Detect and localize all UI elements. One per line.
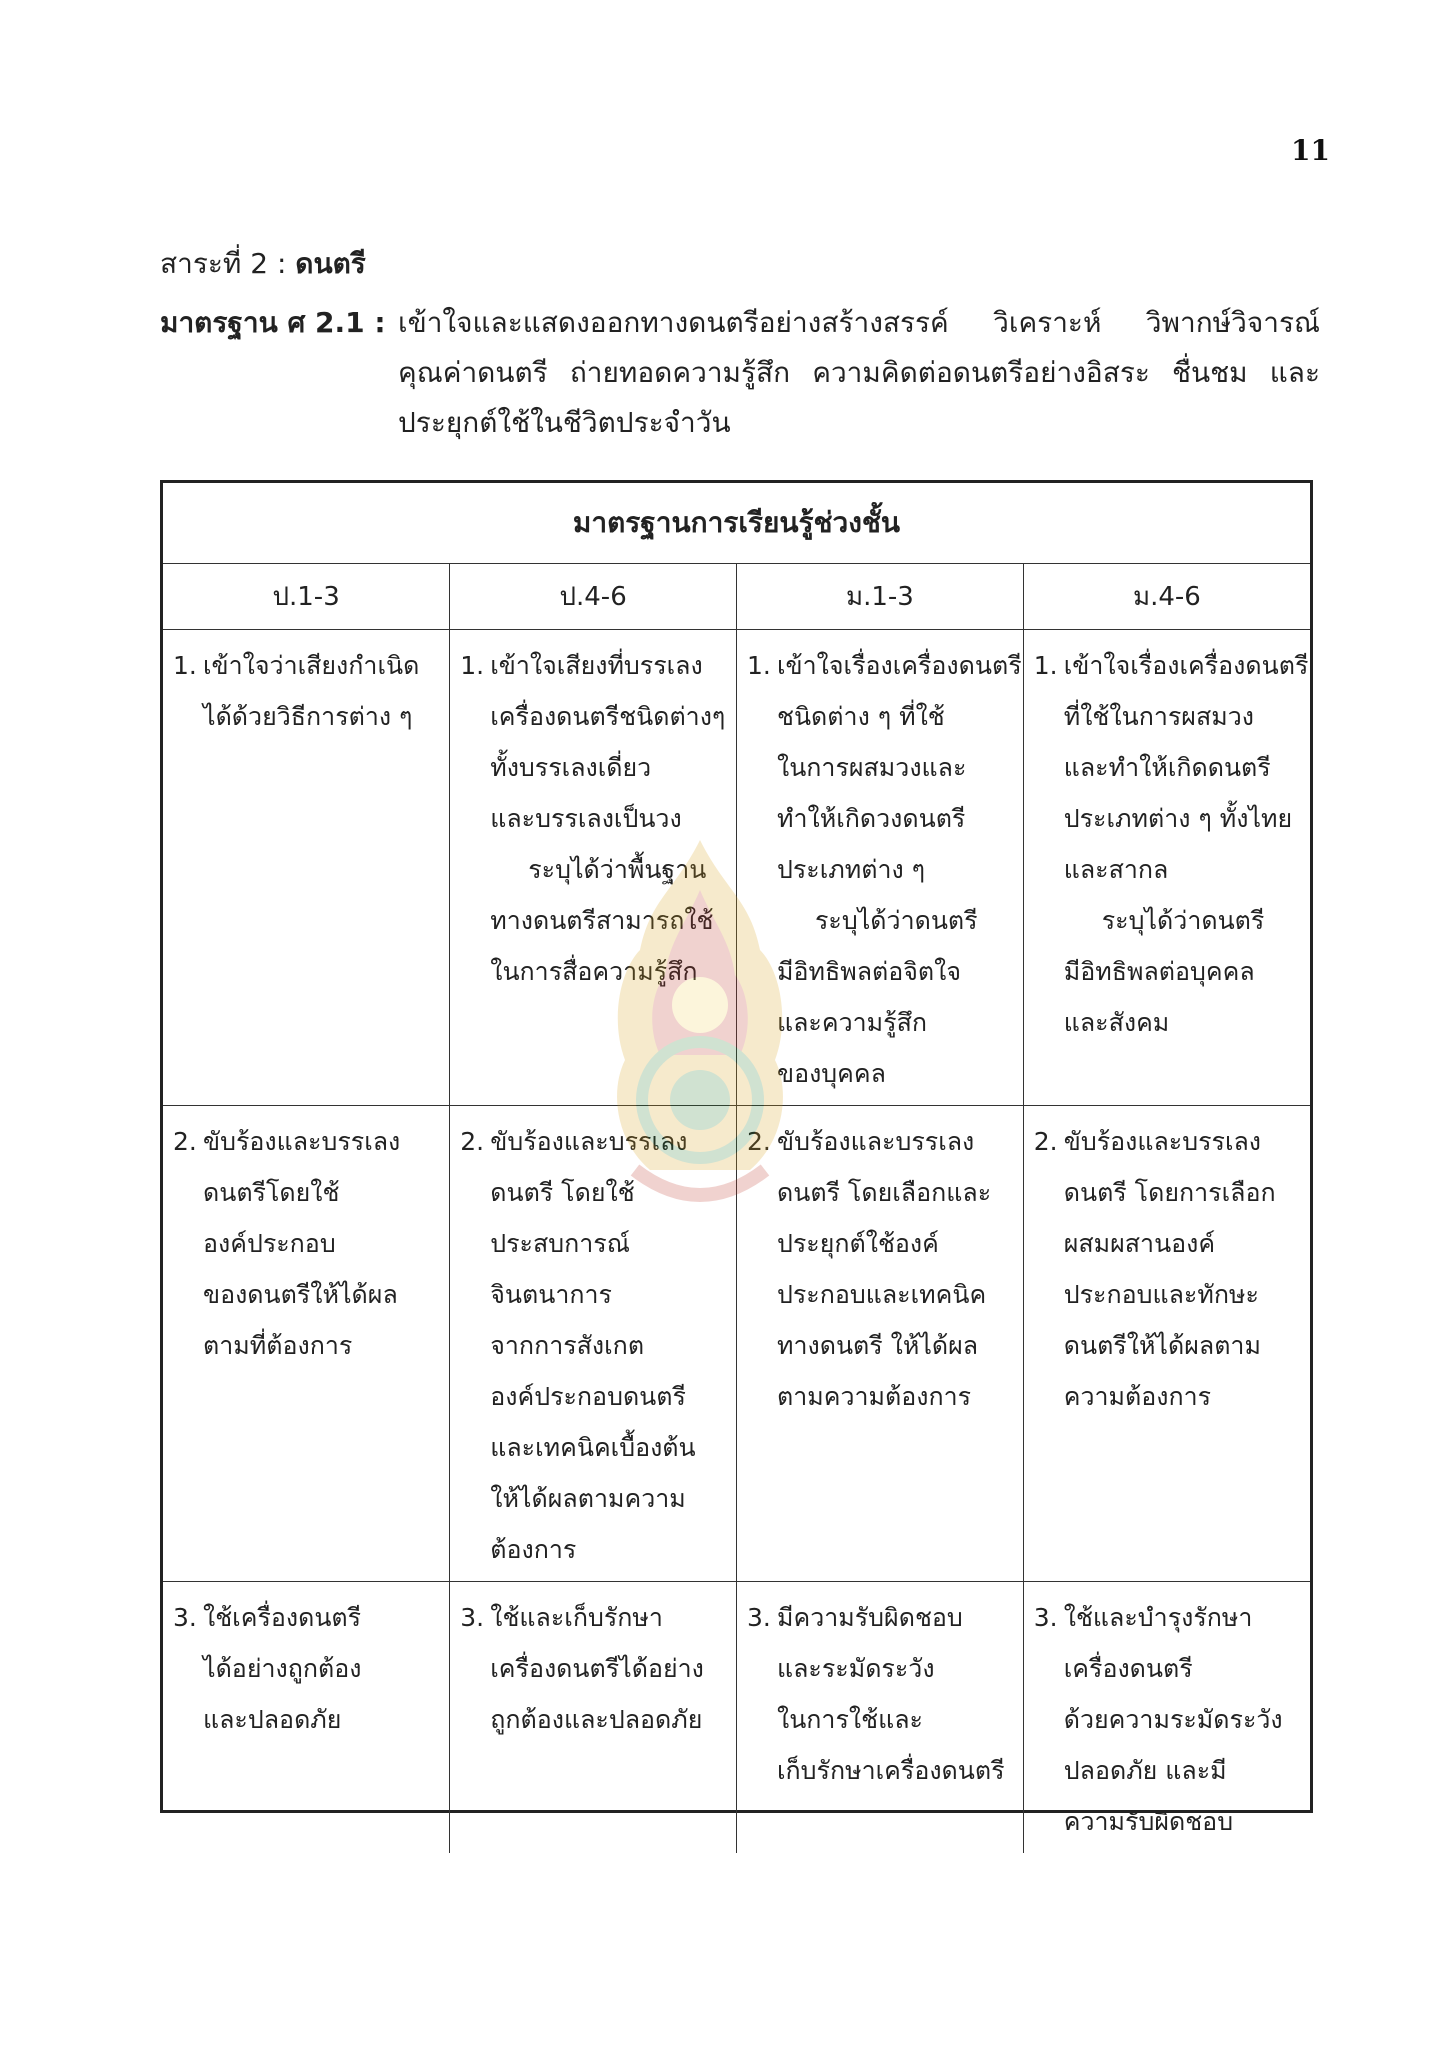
item-number: 3.: [460, 1602, 485, 1632]
cell-line: จินตนาการ: [490, 1279, 612, 1309]
cell-line: ที่ใช้ในการผสมวง: [1063, 701, 1254, 731]
cell-line: ดนตรีให้ได้ผลตาม: [1063, 1330, 1261, 1360]
cell-line: ขับร้องและบรรเลง: [1063, 1126, 1262, 1156]
item-number: 1.: [173, 650, 197, 680]
table-cell: [737, 1581, 1024, 1853]
strand-prefix: สาระที่ 2 :: [160, 247, 296, 280]
cell-line: และเทคนิคเบื้องต้น: [490, 1432, 696, 1462]
cell-text: [203, 1116, 439, 1371]
cell-line: ตามที่ต้องการ: [203, 1330, 353, 1360]
cell-text: [490, 1592, 726, 1745]
cell-line: ถูกต้องและปลอดภัย: [490, 1704, 703, 1734]
table-cell: [163, 1581, 450, 1853]
cell-line: ทำให้เกิดวงดนตรี: [777, 803, 966, 833]
cell-line: มีความรับผิดชอบ: [777, 1602, 963, 1632]
cell-line: เข้าใจเรื่องเครื่องดนตรี: [1063, 650, 1309, 680]
cell-text: [490, 1116, 726, 1575]
cell-line: ระบุได้ว่าพื้นฐาน: [528, 854, 707, 884]
table-cell: [450, 1105, 737, 1581]
cell-line: และสังคม: [1063, 1007, 1170, 1037]
column-header: ป.4-6: [450, 563, 737, 629]
cell-line: ประยุกต์ใช้องค์: [777, 1228, 939, 1258]
table-row: [163, 629, 1310, 1105]
cell-line: เครื่องดนตรี: [1063, 1653, 1193, 1683]
cell-text: [777, 640, 1022, 1099]
item-number: 2.: [173, 1126, 197, 1156]
cell-line: และปลอดภัย: [203, 1704, 342, 1734]
cell-text: [203, 640, 439, 742]
table-cell: [1023, 1581, 1310, 1853]
cell-line: ตามความต้องการ: [777, 1381, 972, 1411]
cell-line: ประกอบและเทคนิค: [777, 1279, 987, 1309]
column-header: ม.1-3: [737, 563, 1024, 629]
standard-block: [160, 298, 1320, 448]
cell-line: ใช้และบำรุงรักษา: [1063, 1602, 1253, 1632]
cell-line: ทางดนตรี ให้ได้ผล: [777, 1330, 979, 1360]
item-number: 3.: [173, 1602, 197, 1632]
item-number: 3.: [1033, 1602, 1058, 1632]
cell-line: จากการสังเกต: [490, 1330, 645, 1360]
cell-line: ขับร้องและบรรเลง: [490, 1126, 688, 1156]
column-header: ม.4-6: [1023, 563, 1310, 629]
cell-line: ประเภทต่าง ๆ ทั้งไทย: [1063, 803, 1293, 833]
cell-line: ระบุได้ว่าดนตรี: [815, 905, 978, 935]
cell-line: เครื่องดนตรีชนิดต่างๆ: [490, 701, 726, 731]
cell-line: และสากล: [1063, 854, 1169, 884]
cell-line: เข้าใจเรื่องเครื่องดนตรี: [777, 650, 1022, 680]
cell-line: ขับร้องและบรรเลง: [777, 1126, 975, 1156]
cell-line: มีอิทธิพลต่อบุคคล: [1063, 956, 1255, 986]
cell-line: ของดนตรีให้ได้ผล: [203, 1279, 398, 1309]
cell-text: [490, 640, 726, 997]
table-cell: [1023, 629, 1310, 1105]
cell-line: ทั้งบรรเลงเดี่ยว: [490, 752, 652, 782]
strand-name: ดนตรี: [295, 247, 366, 280]
cell-text: [777, 1592, 1013, 1796]
item-number: 1.: [747, 650, 771, 680]
cell-line: เข้าใจเสียงที่บรรเลง: [490, 650, 703, 680]
cell-line: และทำให้เกิดดนตรี: [1063, 752, 1271, 782]
cell-text: [203, 1592, 439, 1745]
table-row: [163, 1105, 1310, 1581]
page-number: 11: [1291, 134, 1330, 167]
cell-line: เข้าใจว่าเสียงกำเนิด: [203, 650, 420, 680]
cell-line: ได้อย่างถูกต้อง: [203, 1653, 362, 1683]
item-number: 2.: [460, 1126, 485, 1156]
cell-line: ในการสื่อความรู้สึก: [490, 956, 698, 986]
cell-line: ดนตรี โดยเลือกและ: [777, 1177, 992, 1207]
cell-line: ความต้องการ: [1063, 1381, 1212, 1411]
cell-line: ปลอดภัย และมี: [1063, 1755, 1227, 1785]
table-cell: [737, 629, 1024, 1105]
cell-line: มีอิทธิพลต่อจิตใจ: [777, 956, 962, 986]
item-number: 3.: [747, 1602, 771, 1632]
cell-line: และความรู้สึก: [777, 1007, 927, 1037]
cell-line: ในการใช้และ: [777, 1704, 923, 1734]
cell-line: ต้องการ: [490, 1534, 577, 1564]
cell-line: ระบุได้ว่าดนตรี: [1101, 905, 1265, 935]
cell-line: ดนตรี โดยใช้: [490, 1177, 635, 1207]
table-cell: [450, 629, 737, 1105]
cell-text: [777, 1116, 1013, 1422]
cell-text: [1063, 640, 1309, 1048]
cell-line: ชนิดต่าง ๆ ที่ใช้: [777, 701, 945, 731]
table-cell: [163, 1105, 450, 1581]
table-row: [163, 1581, 1310, 1853]
table-cell: [450, 1581, 737, 1853]
cell-line: องค์ประกอบดนตรี: [490, 1381, 686, 1411]
cell-line: ประกอบและทักษะ: [1063, 1279, 1259, 1309]
table-body: [163, 629, 1310, 1853]
cell-line: ของบุคคล: [777, 1058, 886, 1088]
cell-line: ขับร้องและบรรเลง: [203, 1126, 401, 1156]
cell-line: ดนตรี โดยการเลือก: [1063, 1177, 1276, 1207]
cell-line: และบรรเลงเป็นวง: [490, 803, 682, 833]
cell-line: ทางดนตรีสามารถใช้: [490, 905, 714, 935]
item-number: 2.: [1033, 1126, 1058, 1156]
cell-line: ให้ได้ผลตามความ: [490, 1483, 686, 1513]
standard-label: มาตรฐาน ศ 2.1 :: [160, 306, 386, 339]
item-number: 1.: [460, 650, 485, 680]
cell-line: ดนตรีโดยใช้: [203, 1177, 340, 1207]
cell-line: ประเภทต่าง ๆ: [777, 854, 926, 884]
item-number: 1.: [1033, 650, 1058, 680]
table-cell: [163, 629, 450, 1105]
cell-line: และระมัดระวัง: [777, 1653, 935, 1683]
column-header: ป.1-3: [163, 563, 450, 629]
cell-line: ใช้เครื่องดนตรี: [203, 1602, 362, 1632]
table-title: มาตรฐานการเรียนรู้ช่วงชั้น: [163, 483, 1310, 563]
table-cell: [737, 1105, 1024, 1581]
table-cell: [1023, 1105, 1310, 1581]
cell-line: ในการผสมวงและ: [777, 752, 967, 782]
cell-text: [1064, 1592, 1300, 1847]
cell-line: เครื่องดนตรีได้อย่าง: [490, 1653, 704, 1683]
cell-line: ด้วยความระมัดระวัง: [1063, 1704, 1283, 1734]
item-number: 2.: [747, 1126, 771, 1156]
cell-line: ประสบการณ์: [490, 1228, 630, 1258]
cell-line: ใช้และเก็บรักษา: [490, 1602, 663, 1632]
cell-line: ได้ด้วยวิธีการต่าง ๆ: [203, 701, 413, 731]
strand-heading: [160, 244, 366, 284]
cell-line: เก็บรักษาเครื่องดนตรี: [777, 1755, 1005, 1785]
cell-line: ความรับผิดชอบ: [1063, 1806, 1234, 1836]
cell-text: [1064, 1116, 1300, 1422]
standard-text: เข้าใจและแสดงออกทางดนตรีอย่างสร้างสรรค์ วิเคราะห์ วิพากษ์วิจารณ์ คุณค่าดนตรี ถ่ายทอดความรู้สึก ความคิดต่อดนตรีอย่างอิสระ ชื่นชม และประยุกต์ใช้ในชีวิตประจำวัน: [398, 306, 1320, 439]
cell-line: องค์ประกอบ: [203, 1228, 336, 1258]
learning-standards-table: [160, 480, 1313, 1836]
cell-line: ผสมผสานองค์: [1063, 1228, 1216, 1258]
